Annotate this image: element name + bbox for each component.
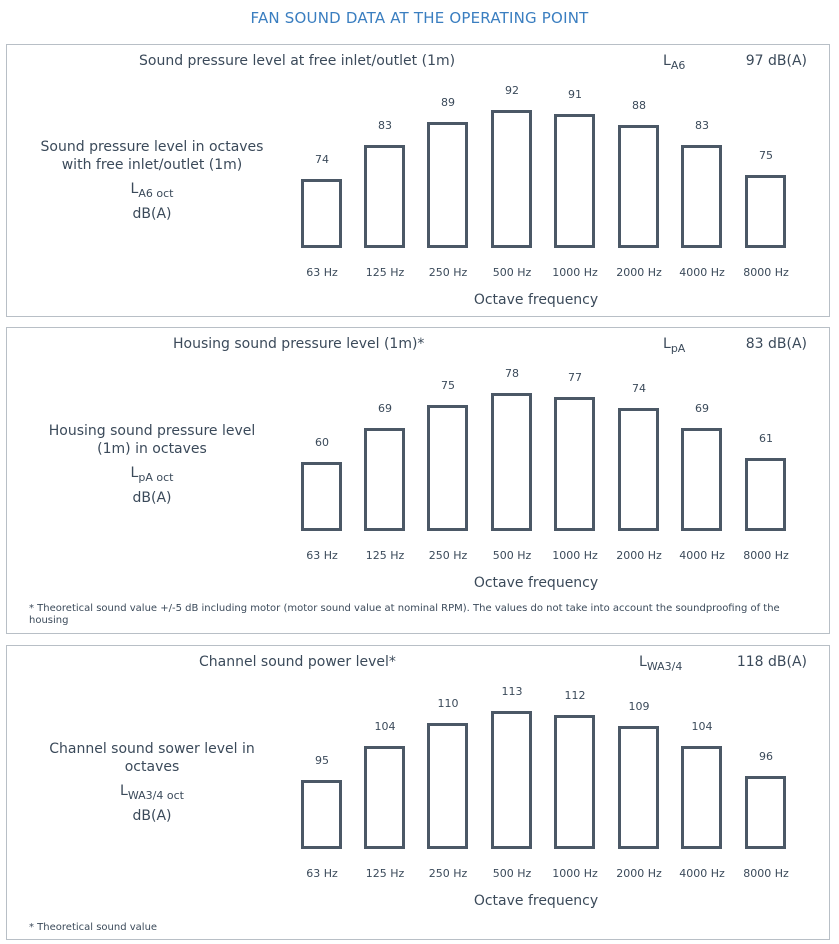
bar-125hz [364, 428, 405, 531]
bar-1000hz [554, 715, 595, 849]
x-tick-label: 500 Hz [492, 867, 532, 880]
x-axis-title: Octave frequency [473, 575, 599, 591]
bar-250hz [427, 405, 468, 531]
bar-4000hz [681, 428, 722, 531]
total-symbol: $L_{pA}$ [663, 336, 686, 355]
bar-2000hz [618, 726, 659, 849]
x-tick-label: 4000 Hz [679, 867, 725, 880]
bar-125hz [364, 746, 405, 849]
data-label: 83 [378, 119, 392, 132]
x-tick-label: 4000 Hz [679, 266, 725, 279]
bar-250hz [427, 723, 468, 849]
total-symbol: $L_{A6}$ [663, 53, 686, 72]
x-tick-label: 2000 Hz [616, 266, 662, 279]
bar-63hz [301, 462, 342, 531]
data-label: 110 [437, 697, 459, 710]
data-label: 89 [441, 96, 455, 109]
bar-1000hz [554, 397, 595, 531]
data-label: 69 [695, 402, 709, 415]
bar-8000hz [745, 776, 786, 849]
chart-title: Sound pressure level at free inlet/outlet (1m) [139, 53, 456, 69]
chart-title: Housing sound pressure level (1m)* [173, 336, 425, 352]
chart-title: Channel sound power level* [199, 654, 396, 670]
bar-500hz [491, 393, 532, 531]
x-tick-label: 8000 Hz [743, 266, 789, 279]
bar-500hz [491, 110, 532, 248]
total-value: 118 dB(A) [736, 654, 807, 670]
x-tick-label: 500 Hz [492, 266, 532, 279]
chart-panel-housing [6, 327, 830, 634]
data-label: 75 [759, 149, 773, 162]
y-axis-label: Sound pressure level in octaves with free inlet/outlet (1m) $L_{A6 oct}$ dB(A) [17, 138, 287, 223]
footnote: * Theoretical sound value [29, 922, 158, 933]
x-tick-label: 1000 Hz [552, 549, 598, 562]
bar-63hz [301, 780, 342, 849]
data-label: 75 [441, 379, 455, 392]
x-tick-label: 125 Hz [365, 266, 405, 279]
bar-2000hz [618, 408, 659, 531]
x-tick-label: 1000 Hz [552, 266, 598, 279]
total-value: 83 dB(A) [745, 336, 807, 352]
x-tick-label: 125 Hz [365, 549, 405, 562]
data-label: 74 [315, 153, 329, 166]
page-title: FAN SOUND DATA AT THE OPERATING POINT [250, 9, 589, 27]
y-axis-symbol: $L_{A6 oct}$ [130, 181, 174, 200]
total-value: 97 dB(A) [745, 53, 807, 69]
data-label: 77 [568, 371, 582, 384]
x-tick-label: 125 Hz [365, 867, 405, 880]
data-label: 112 [564, 689, 586, 702]
x-tick-label: 63 Hz [306, 867, 338, 880]
data-label: 92 [505, 84, 519, 97]
x-tick-label: 63 Hz [306, 549, 338, 562]
bar-4000hz [681, 145, 722, 248]
x-axis-title: Octave frequency [473, 893, 599, 909]
data-label: 78 [505, 367, 519, 380]
footnote: * Theoretical sound value +/-5 dB including motor (motor sound value at nominal RPM). The values do not take into account the soundproofing of the housing [29, 603, 780, 626]
data-label: 83 [695, 119, 709, 132]
data-label: 113 [501, 685, 523, 698]
total-symbol: $L_{WA3/4}$ [639, 654, 683, 673]
y-axis-label: Channel sound sower level in octaves $L_{WA3/4 oct}$ dB(A) [17, 740, 287, 825]
data-label: 109 [628, 700, 650, 713]
x-tick-label: 2000 Hz [616, 549, 662, 562]
data-label: 69 [378, 402, 392, 415]
x-tick-label: 8000 Hz [743, 549, 789, 562]
x-tick-label: 250 Hz [428, 867, 468, 880]
chart-panel-channel-power [6, 645, 830, 940]
bar-8000hz [745, 458, 786, 531]
bar-250hz [427, 122, 468, 248]
bar-500hz [491, 711, 532, 849]
x-tick-label: 63 Hz [306, 266, 338, 279]
y-axis-symbol: $L_{pA oct}$ [130, 465, 174, 484]
data-label: 61 [759, 432, 773, 445]
data-label: 104 [691, 720, 713, 733]
data-label: 104 [374, 720, 396, 733]
data-label: 96 [759, 750, 773, 763]
x-tick-label: 250 Hz [428, 549, 468, 562]
y-axis-label: Housing sound pressure level (1m) in octaves $L_{pA oct}$ dB(A) [17, 422, 287, 507]
bar-125hz [364, 145, 405, 248]
x-tick-label: 1000 Hz [552, 867, 598, 880]
x-tick-label: 500 Hz [492, 549, 532, 562]
bar-2000hz [618, 125, 659, 248]
bar-8000hz [745, 175, 786, 248]
y-axis-symbol: $L_{WA3/4 oct}$ [120, 783, 184, 802]
data-label: 91 [568, 88, 582, 101]
bar-63hz [301, 179, 342, 248]
x-tick-label: 8000 Hz [743, 867, 789, 880]
data-label: 95 [315, 754, 329, 767]
x-axis-title: Octave frequency [473, 292, 599, 308]
bar-1000hz [554, 114, 595, 248]
x-tick-label: 250 Hz [428, 266, 468, 279]
x-tick-label: 2000 Hz [616, 867, 662, 880]
chart-panel-free-inlet-outlet [6, 44, 830, 317]
data-label: 74 [632, 382, 646, 395]
data-label: 88 [632, 99, 646, 112]
x-tick-label: 4000 Hz [679, 549, 725, 562]
data-label: 60 [315, 436, 329, 449]
bar-4000hz [681, 746, 722, 849]
